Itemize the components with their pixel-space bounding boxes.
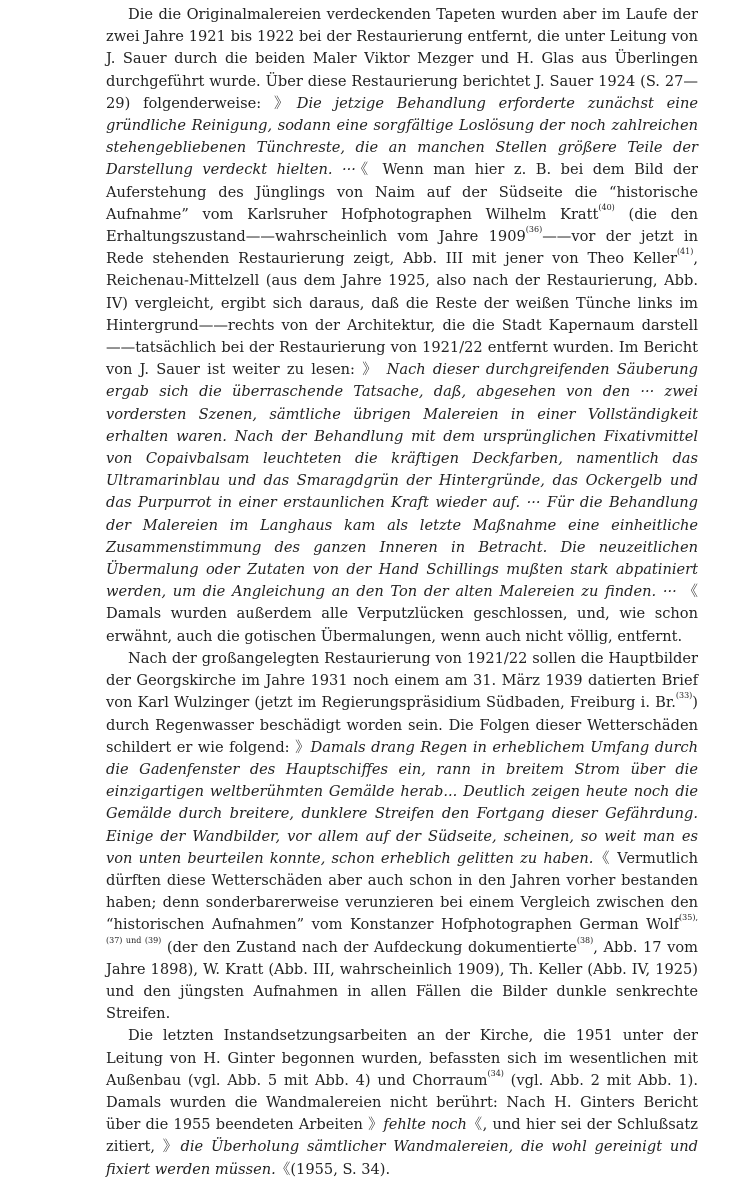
body-text: ——vor der jetzt in Rede stehenden Restaurierung zeigt, Abb. III mit jener von Theo Keller xyxy=(106,228,698,268)
paragraph-last-repairs xyxy=(106,1025,698,1180)
footnote-ref: (36) xyxy=(525,225,543,235)
body-text: Die letzten Instandsetzungsarbeiten an der Kirche, die 1951 unter der Leitung von H. Ginter begonnen wurden, befassten sich im wesentlichen mit Außenbau (vgl. Abb. 5 mit Abb. 4) und Chorraum xyxy=(106,1027,698,1089)
quoted-text: fehlte noch xyxy=(383,1116,467,1134)
quote-mark: 》 xyxy=(273,94,297,112)
body-text: 《 Wenn man hier z. B. bei dem Bild der Auferstehung des Jünglings von Naim auf der Südseite die “historische Aufnahme” vom Karlsruher Hofphotographen Wilhelm Kratt xyxy=(106,161,698,223)
quoted-text: die Überholung sämtlicher Wandmalereien, die wohl gereinigt und fixiert werden müssen. xyxy=(106,1138,698,1178)
footnote-ref: (40) xyxy=(598,202,615,212)
quote-mark: 》 xyxy=(295,738,311,756)
body-text: , Abb. 17 vom Jahre 1898), W. Kratt (Abb. III, wahrscheinlich 1909), Th. Keller (Abb. IV, 1925) und den jüngsten Aufnahmen in allen Fällen die Bilder dunkle senkrechte Streifen. xyxy=(106,938,699,1023)
body-text: (die den Erhaltungszustand——wahrscheinlich vom Jahre 1909 xyxy=(106,205,699,246)
quote-mark: 》 xyxy=(368,1116,384,1134)
footnote-ref: (38) xyxy=(576,935,594,945)
body-text: ) durch Regenwasser beschädigt worden sein. Die Folgen dieser Wetterschäden schildert er wie folgend: xyxy=(106,694,698,756)
body-text: Die die Originalmalereien verdeckenden Tapeten wurden aber im Laufe der zwei Jahre 1921 bis 1922 bei der Restaurierung entfernt, die unter Leitung von J. Sauer durch die beiden Maler Viktor Mezger und H. Glas aus Überlingen durchgeführt wurde. Über diese Restaurierung berichtet J. Sauer 1924 (S. 27—29) folgenderweise: xyxy=(106,6,698,112)
body-text: (der den Zustand nach der Aufdeckung dokumentierte xyxy=(161,938,577,956)
paragraph-weather-damage xyxy=(106,648,698,1025)
body-text: (vgl. Abb. 2 mit Abb. 1). Damals wurden die Wandmalereien nicht berührt: Nach H. Ginters Bericht über die 1955 beendeten Arbeiten xyxy=(106,1071,699,1134)
body-text: 《, und hier sei der Schlußsatz zitiert, xyxy=(106,1116,698,1156)
quoted-text: Nach dieser durchgreifenden Säuberung ergab sich die überraschende Tatsache, daß, abgesehen von den ··· zwei vordersten Szenen, sämtliche übrigen Malereien in einer Vollständigkeit erhalten waren. Nach der Behandlung mit dem ursprünglichen Fixativmittel von Copaivbalsam leuchteten die kräftigen Deckfarben, namentlich das Ultramarinblau und das Smaragdgrün der Hintergründe, das Ockergelb und das Purpurrot in einer erstaunlichen Kraft wieder auf. ··· Für die Behandlung der Malereien im Langhaus kam als letzte Maßnahme eine einheitliche Zusammenstimmung des ganzen Inneren in Betracht. Die neuzeitlichen Übermalung oder Zutaten von der Hand Schillings mußten stark abpatiniert werden, um die Angleichung an den Ton der alten Malereien zu finden. ··· xyxy=(106,361,698,601)
footnote-ref: (33) xyxy=(675,691,693,701)
quote-mark: 》 xyxy=(362,361,380,379)
body-text: Nach der großangelegten Restaurierung von 1921/22 sollen die Hauptbilder der Georgskirche im Jahre 1931 noch einem am 31. März 1939 datierten Brief von Karl Wulzinger (jetzt im Regierungspräsidium Südbaden, Freiburg i. Br. xyxy=(106,649,698,712)
body-text: 《 Vermutlich dürften diese Wetterschäden aber auch schon in den Jahren vorher bestanden haben; denn sonderbarerweise verunzieren bei einem Vergleich zwischen den “historischen Aufnahmen” vom Konstanzer Hofphotographen German Wolf xyxy=(106,849,698,934)
body-text: 《(1955, S. 34). xyxy=(275,1160,391,1178)
quoted-text: Die jetzige Behandlung erforderte zunächst eine gründliche Reinigung, sodann eine sorgfältige Loslösung der noch zahlreichen stehengebliebenen Tünchreste, die an manchen Stellen größere Teile der Darstellung verdeckt hielten. ··· xyxy=(106,94,698,179)
paragraph-restoration-1921 xyxy=(106,4,698,648)
footnote-ref: (35), (37) und (39) xyxy=(106,913,698,945)
footnote-ref: (34) xyxy=(487,1068,504,1078)
quoted-text: Damals drang Regen in erheblichem Umfang durch die Gadenfenster des Hauptschiffes ein, rann in breitem Strom über die einzigartigen weltberühmten Gemälde herab... Deutlich zeigen heute noch die Gemälde durch breitere, dunklere Streifen den Fortgang dieser Gefährdung. Einige der Wandbilder, vor allem auf der Südseite, scheinen, so weit man es von unten beurteilen konnte, schon erheblich gelitten zu haben. xyxy=(106,738,698,867)
body-text: 《 Damals wurden außerdem alle Verputzlücken geschlossen, und, wie schon erwähnt, auch die gotischen Übermalungen, wenn auch nicht völlig, entfernt. xyxy=(106,583,698,645)
footnote-ref: (41) xyxy=(676,247,694,257)
quote-mark: 》 xyxy=(162,1138,181,1156)
body-text: , Reichenau-Mittelzell (aus dem Jahre 1925, also nach der Restaurierung, Abb. IV) vergleicht, ergibt sich daraus, daß die Reste der weißen Tünche links im Hintergrund——rechts von der Architektur, die die Stadt Kapernaum darstell——tatsächlich bei der Restaurierung von 1921/22 entfernt wurden. Im Bericht von J. Sauer ist weiter zu lesen: xyxy=(106,250,698,379)
